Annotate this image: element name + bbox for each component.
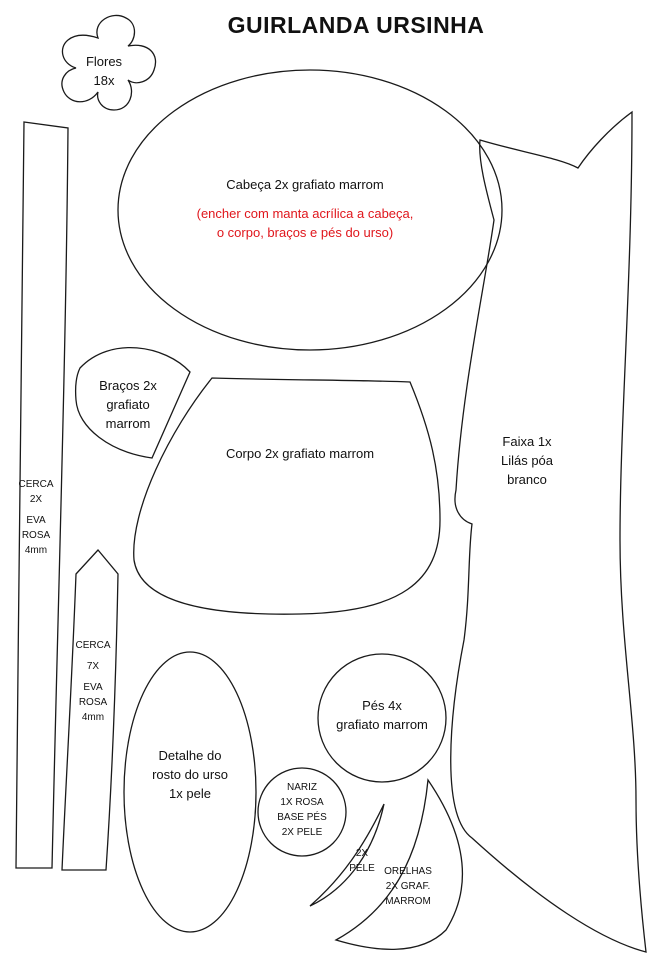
flower-label: Flores 18x [85,54,123,88]
page-title: GUIRLANDA URSINHA [227,12,485,38]
foot-label: Pés 4x grafiato marrom [336,698,428,732]
sash-label: Faixa 1x Lilás póa branco [500,434,554,487]
ear-small-label: 2X PELE [349,848,375,874]
fence-long-label: CERCA 2X EVA ROSA 4mm [18,479,54,556]
fence-short-label: CERCA 7X EVA ROSA 4mm [75,640,111,723]
stuffing-note: (encher com manta acrílica a cabeça, o corpo, braços e pés do urso) [196,206,414,240]
body-label: Corpo 2x grafiato marrom [225,446,375,461]
ears-label: ORELHAS 2X GRAF. MARROM [384,866,432,907]
face-detail-label: Detalhe do rosto do urso 1x pele [152,748,228,801]
nose-label: NARIZ 1X ROSA BASE PÉS 2X PELE [277,782,327,838]
arm-label: Braços 2x grafiato marrom [99,378,157,431]
body-shape [134,378,440,614]
head-label: Cabeça 2x grafiato marrom [226,177,384,192]
sash-shape [451,112,646,952]
